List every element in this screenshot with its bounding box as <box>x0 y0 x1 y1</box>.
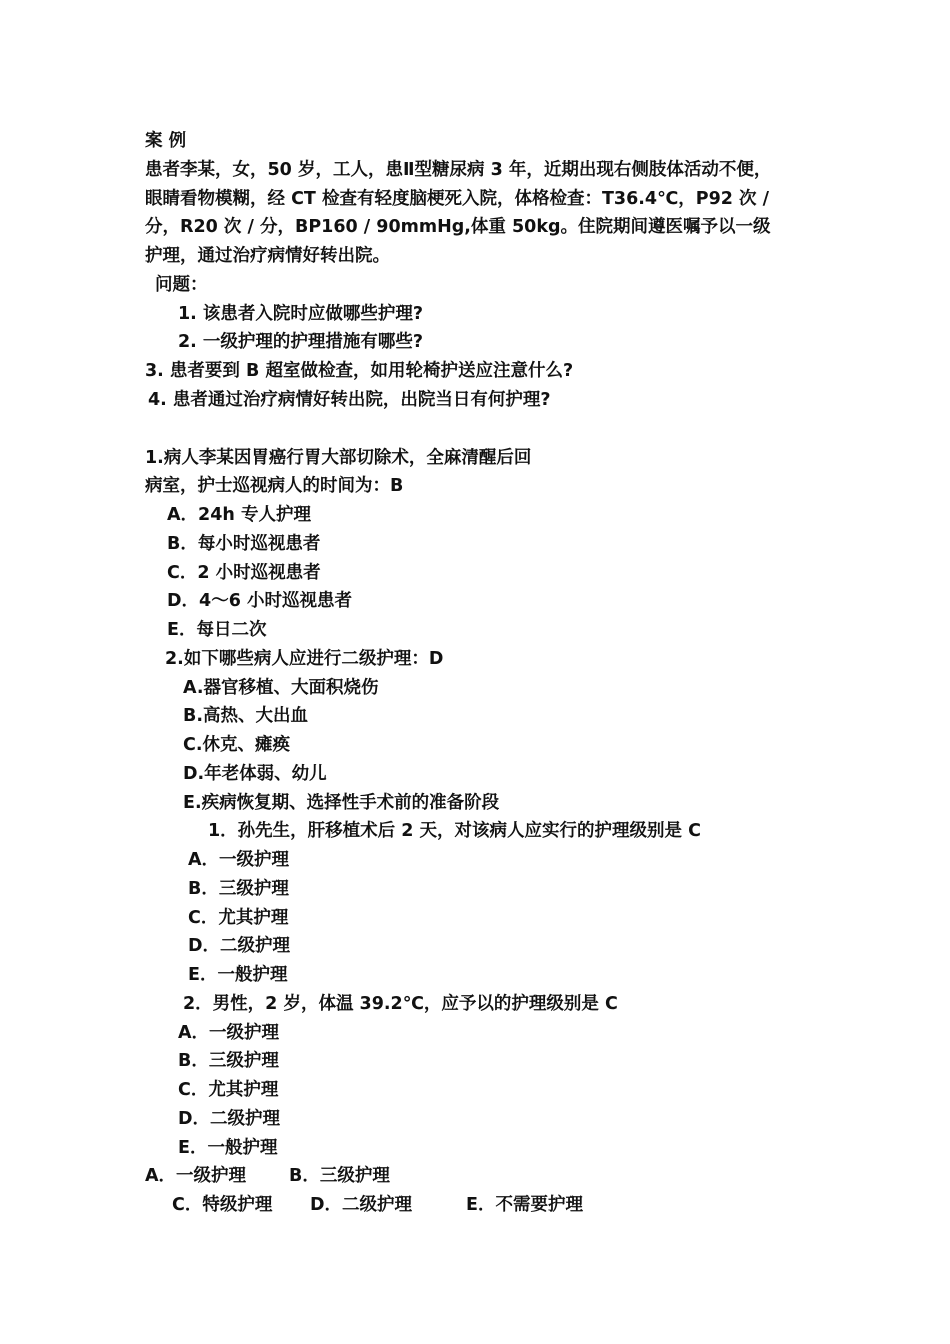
q4-stem: 2．男性，2 岁，体温 39.2℃，应予以的护理级别是 C <box>183 994 618 1014</box>
q1-option: A．24h 专人护理 <box>167 505 311 525</box>
case-heading: 案 例 <box>145 131 187 151</box>
q5-option: B．三级护理 <box>289 1166 390 1186</box>
q4-option: C．尤其护理 <box>178 1080 279 1100</box>
q5-option: D．二级护理 <box>310 1195 413 1215</box>
q5-option: A．一级护理 <box>145 1166 247 1186</box>
q3-option: D．二级护理 <box>188 936 291 956</box>
q1-option: C．2 小时巡视患者 <box>167 563 321 583</box>
q3-option: A．一级护理 <box>188 850 290 870</box>
q5-option: C．特级护理 <box>172 1195 273 1215</box>
q1-option: B．每小时巡视患者 <box>167 534 321 554</box>
q1-stem: 病室，护士巡视病人的时间为：B <box>145 476 404 496</box>
case-question: 1. 该患者入院时应做哪些护理? <box>178 304 424 324</box>
q3-option: C．尤其护理 <box>188 908 289 928</box>
case-question: 3. 患者要到 B 超室做检查，如用轮椅护送应注意什么? <box>145 361 574 381</box>
q2-option: A.器官移植、大面积烧伤 <box>183 678 379 698</box>
q2-option: E.疾病恢复期、选择性手术前的准备阶段 <box>183 793 500 813</box>
questions-label: 问题： <box>155 275 208 295</box>
q1-option: D．4～6 小时巡视患者 <box>167 591 352 611</box>
q2-option: D.年老体弱、幼儿 <box>183 764 327 784</box>
q5-options-row <box>0 1162 950 1191</box>
q4-option: E．一般护理 <box>178 1138 278 1158</box>
q4-option: B．三级护理 <box>178 1051 279 1071</box>
q5-options-row <box>0 1191 950 1220</box>
q2-option: B.高热、大出血 <box>183 706 308 726</box>
q3-stem: 1．孙先生，肝移植术后 2 天，对该病人应实行的护理级别是 C <box>208 821 701 841</box>
q1-stem: 1.病人李某因胃癌行胃大部切除术，全麻清醒后回 <box>145 448 532 468</box>
q2-option: C.休克、瘫痪 <box>183 735 290 755</box>
case-question: 2. 一级护理的护理措施有哪些? <box>178 332 424 352</box>
q4-option: D．二级护理 <box>178 1109 281 1129</box>
q3-option: B．三级护理 <box>188 879 289 899</box>
case-paragraph-line: 患者李某，女，50 岁，工人，患Ⅱ型糖尿病 3 年，近期出现右侧肢体活动不便， <box>145 160 772 180</box>
case-question: 4. 患者通过治疗病情好转出院，出院当日有何护理? <box>148 390 551 410</box>
q1-option: E．每日二次 <box>167 620 267 640</box>
case-paragraph-line: 眼睛看物模糊，经 CT 检查有轻度脑梗死入院，体格检查：T36.4℃，P92 次 / <box>145 189 770 209</box>
q2-stem: 2.如下哪些病人应进行二级护理：D <box>165 649 444 669</box>
q4-option: A．一级护理 <box>178 1023 280 1043</box>
case-paragraph-line: 护理，通过治疗病情好转出院。 <box>145 246 390 266</box>
q5-option: E．不需要护理 <box>466 1195 583 1215</box>
case-paragraph-line: 分，R20 次 / 分，BP160 / 90mmHg,体重 50kg。住院期间遵医嘱予以一级 <box>145 217 771 237</box>
q3-option: E．一般护理 <box>188 965 288 985</box>
